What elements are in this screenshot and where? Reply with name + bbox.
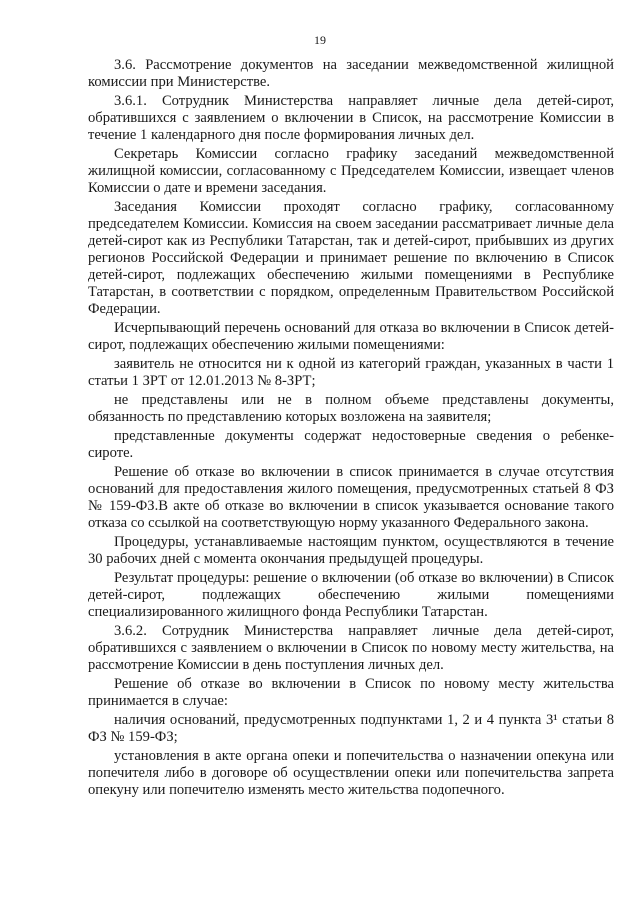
list-item-ground-1: заявитель не относится ни к одной из категорий граждан, указанных в части 1 статьи 1 ЗРТ от 12.01.2013 № 8-ЗРТ; xyxy=(88,356,614,389)
paragraph-procedure-result: Результат процедуры: решение о включении (об отказе во включении) в Список детей-сирот, подлежащих обеспечению жилыми помещениями специализированного жилищного фонда Республики Татарстан. xyxy=(88,570,614,620)
list-item-ground-3: представленные документы содержат недостоверные сведения о ребенке-сироте. xyxy=(88,428,614,461)
list-item-ground-2: не представлены или не в полном объеме представлены документы, обязанность по представлению которых возложена на заявителя; xyxy=(88,392,614,425)
page-number: 19 xyxy=(314,33,326,47)
section-heading-3-6: 3.6. Рассмотрение документов на заседании межведомственной жилищной комиссии при Министерстве. xyxy=(88,57,614,90)
list-item-new-residence-ground-2: установления в акте органа опеки и попечительства о назначении опекуна или попечителя либо в договоре об осуществлении опеки или попечительства запрета опекуну или попечителю изменять место жительства подопечного. xyxy=(88,748,614,798)
paragraph-procedure-term: Процедуры, устанавливаемые настоящим пунктом, осуществляются в течение 30 рабочих дней с момента окончания предыдущей процедуры. xyxy=(88,534,614,567)
paragraph-refusal-decision: Решение об отказе во включении в список принимается в случае отсутствия оснований для предоставления жилого помещения, предусмотренных статьей 8 ФЗ № 159-ФЗ.В акте об отказе во включении в список указывается основание такого отказа со ссылкой на соответствующую норму указанного Федерального закона. xyxy=(88,464,614,531)
document-body xyxy=(88,57,614,801)
list-item-new-residence-ground-1: наличия оснований, предусмотренных подпунктами 1, 2 и 4 пункта 3¹ статьи 8 ФЗ № 159-ФЗ; xyxy=(88,712,614,745)
paragraph-commission-meetings: Заседания Комиссии проходят согласно графику, согласованному председателем Комиссии. Комиссия на своем заседании рассматривает личные дела детей-сирот как из Республики Татарстан, так и детей-сирот, прибывших из других регионов Российской Федерации и принимает решение по включению в Список детей-сирот, подлежащих обеспечению жилыми помещениями в Республике Татарстан, в соответствии с порядком, определенным Правительством Российской Федерации. xyxy=(88,199,614,317)
paragraph-refusal-grounds-intro: Исчерпывающий перечень оснований для отказа во включении в Список детей-сирот, подлежащих обеспечению жилыми помещениями: xyxy=(88,320,614,353)
paragraph-3-6-2: 3.6.2. Сотрудник Министерства направляет личные дела детей-сирот, обратившихся с заявлением о включении в Список по новому месту жительства, на рассмотрение Комиссии в день поступления личных дел. xyxy=(88,623,614,673)
paragraph-secretary: Секретарь Комиссии согласно графику заседаний межведомственной жилищной комиссии, согласованному с Председателем Комиссии, извещает членов Комиссии о дате и времени заседания. xyxy=(88,146,614,196)
paragraph-3-6-1: 3.6.1. Сотрудник Министерства направляет личные дела детей-сирот, обратившихся с заявлением о включении в Список, на рассмотрение Комиссии в течение 1 календарного дня после формирования личных дел. xyxy=(88,93,614,143)
paragraph-new-residence-refusal: Решение об отказе во включении в Список по новому месту жительства принимается в случае: xyxy=(88,676,614,709)
